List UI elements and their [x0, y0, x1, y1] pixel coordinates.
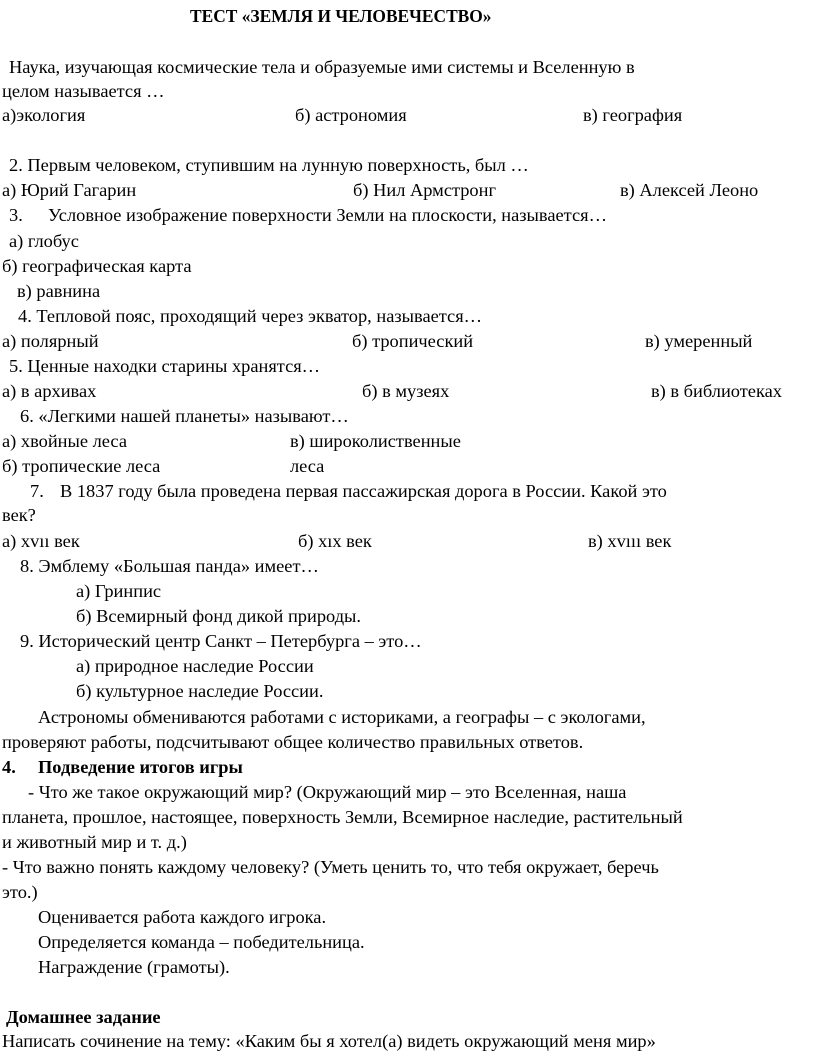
question-5-option-c: в) в библиотеках — [651, 381, 782, 401]
section-4-paragraph-1-line-2: планета, прошлое, настоящее, поверхность Земли, Всемирное наследие, растительный — [2, 807, 683, 827]
question-9-option-a: а) природное наследие России — [76, 656, 314, 676]
question-4: 4. Тепловой пояс, проходящий через экватор, называется… — [18, 306, 483, 326]
question-3-option-c: в) равнина — [17, 281, 101, 301]
question-2-option-a: а) Юрий Гагарин — [2, 180, 137, 200]
question-9: 9. Исторический центр Санкт – Петербурга – это… — [20, 631, 422, 651]
question-6-option-b: б) тропические леса — [2, 456, 161, 476]
question-7-option-c: в) xvııı век — [588, 531, 672, 551]
homework-heading: Домашнее задание — [6, 1007, 161, 1027]
question-9-option-b: б) культурное наследие России. — [76, 681, 324, 701]
section-4-number: 4. — [2, 757, 16, 777]
question-4-option-c: в) умеренный — [645, 331, 753, 351]
question-6-option-c: в) широколиственные — [290, 431, 461, 451]
section-4-paragraph-1-line-1: - Что же такое окружающий мир? (Окружающий мир – это Вселенная, наша — [28, 782, 627, 802]
question-3-number: 3. — [9, 205, 23, 225]
question-2-option-c: в) Алексей Леоно — [620, 180, 759, 200]
question-5-option-a: а) в архивах — [2, 381, 97, 401]
question-6-option-c-continued: леса — [290, 456, 325, 476]
question-3: Условное изображение поверхности Земли на плоскости, называется… — [48, 205, 607, 225]
question-2: 2. Первым человеком, ступившим на лунную поверхность, был … — [9, 155, 529, 175]
section-4-summary-1: Оценивается работа каждого игрока. — [38, 907, 327, 927]
intro-question-line-2: целом называется … — [2, 81, 165, 101]
intro-option-a: а)экология — [2, 105, 86, 125]
question-7-number: 7. — [30, 481, 44, 501]
exchange-line-1: Астрономы обмениваются работами с историками, а географы – с экологами, — [38, 707, 646, 727]
section-4-summary-2: Определяется команда – победительница. — [38, 932, 365, 952]
question-7: В 1837 году была проведена первая пассажирская дорога в России. Какой это — [60, 481, 667, 501]
homework-text: Написать сочинение на тему: «Каким бы я хотел(а) видеть окружающий меня мир» — [2, 1031, 656, 1051]
question-5: 5. Ценные находки старины хранятся… — [9, 356, 321, 376]
exchange-line-2: проверяют работы, подсчитывают общее количество правильных ответов. — [2, 732, 584, 752]
question-6: 6. «Легкими нашей планеты» называют… — [20, 406, 349, 426]
intro-option-c: в) география — [583, 105, 683, 125]
intro-question-line-1: Наука, изучающая космические тела и образуемые ими системы и Вселенную в — [9, 57, 635, 77]
section-4-paragraph-1-line-3: и животный мир и т. д.) — [2, 832, 187, 852]
question-2-option-b: б) Нил Армстронг — [353, 180, 497, 200]
question-3-option-a: а) глобус — [9, 231, 79, 251]
question-7-option-a: а) xvıı век — [2, 531, 80, 551]
question-7-option-b: б) xıx век — [298, 531, 372, 551]
section-4-paragraph-2-line-1: - Что важно понять каждому человеку? (Уметь ценить то, что тебя окружает, беречь — [2, 857, 659, 877]
section-4-summary-3: Награждение (грамоты). — [38, 957, 230, 977]
question-6-option-a: а) хвойные леса — [2, 431, 127, 451]
question-4-option-b: б) тропический — [352, 331, 474, 351]
question-8: 8. Эмблему «Большая панда» имеет… — [20, 556, 319, 576]
question-3-option-b: б) географическая карта — [2, 256, 192, 276]
page-title: ТЕСТ «ЗЕМЛЯ И ЧЕЛОВЕЧЕСТВО» — [190, 6, 492, 26]
question-7-line-2: век? — [2, 505, 36, 525]
question-5-option-b: б) в музеях — [362, 381, 450, 401]
section-4-heading: Подведение итогов игры — [38, 757, 243, 777]
question-8-option-b: б) Всемирный фонд дикой природы. — [76, 606, 362, 626]
question-4-option-a: а) полярный — [2, 331, 99, 351]
section-4-paragraph-2-line-2: это.) — [2, 882, 38, 902]
question-8-option-a: а) Гринпис — [76, 581, 162, 601]
intro-option-b: б) астрономия — [295, 105, 407, 125]
